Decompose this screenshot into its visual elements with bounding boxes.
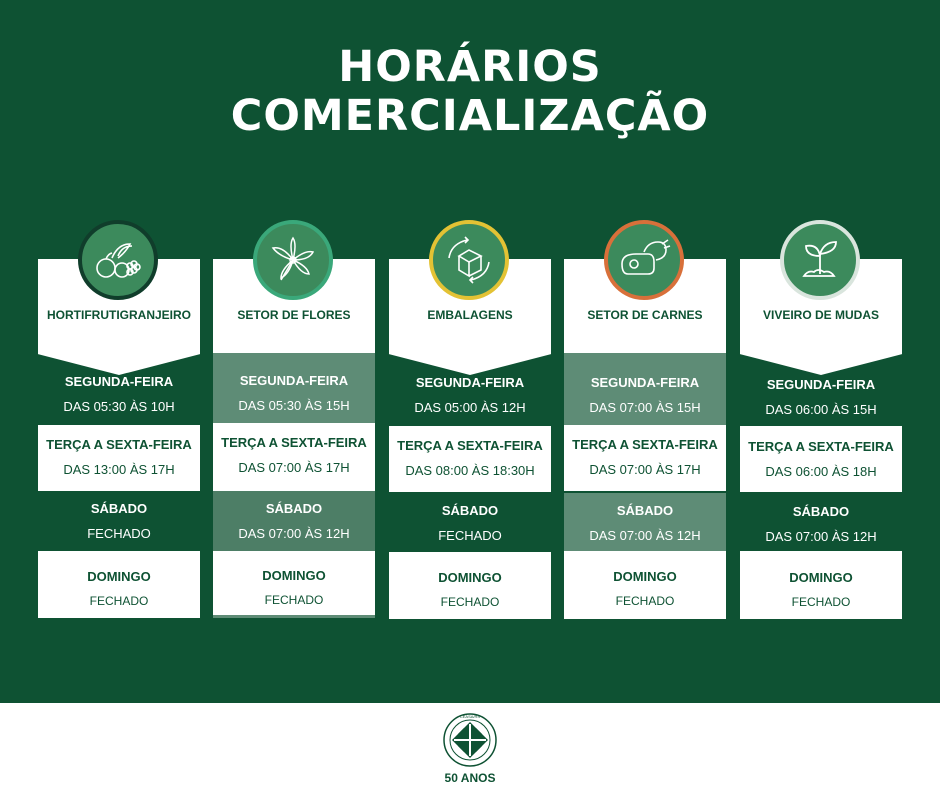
schedule-segunda (740, 377, 902, 427)
sector-name: SETOR DE CARNES (587, 308, 703, 322)
day-label: TERÇA A SEXTA-FEIRA (221, 435, 367, 450)
flower-icon (253, 220, 333, 300)
time-label: DAS 06:00 ÀS 15H (765, 402, 877, 417)
schedule-segunda (38, 374, 200, 424)
logo-text: CEASA/RS (459, 714, 481, 719)
sector-card-carnes (564, 220, 726, 620)
time-label: FECHADO (438, 528, 502, 543)
time-label: FECHADO (264, 593, 324, 607)
day-label: DOMINGO (87, 569, 151, 584)
schedule-segunda (389, 375, 551, 425)
time-label: DAS 07:00 ÀS 12H (765, 529, 877, 544)
ceasa-logo-icon (442, 712, 498, 768)
sector-name: VIVEIRO DE MUDAS (762, 308, 879, 322)
time-label: FECHADO (89, 594, 149, 608)
anniversary-label: 50 ANOS (444, 771, 496, 785)
sector-name: EMBALAGENS (427, 308, 513, 322)
day-label: SÁBADO (616, 503, 674, 518)
day-label: DOMINGO (438, 570, 502, 585)
sector-name: SETOR DE FLORES (237, 308, 351, 322)
sector-card-embalagens (389, 220, 551, 620)
schedule-domingo (38, 551, 200, 618)
sector-card-hortifrutigranjeiro (38, 220, 200, 620)
sector-card-viveiro (740, 220, 902, 620)
time-label: FECHADO (440, 595, 500, 609)
day-label: TERÇA A SEXTA-FEIRA (748, 439, 894, 454)
day-label: SÁBADO (90, 501, 148, 516)
time-label: DAS 05:00 ÀS 12H (414, 400, 526, 415)
schedule-domingo (389, 552, 551, 619)
time-label: DAS 05:30 ÀS 15H (238, 398, 350, 413)
day-label: SEGUNDA-FEIRA (64, 374, 174, 389)
time-label: DAS 07:00 ÀS 17H (589, 462, 701, 477)
schedule-segunda (564, 353, 726, 425)
time-label: DAS 05:30 ÀS 10H (63, 399, 175, 414)
schedule-terca-sexta (213, 423, 375, 491)
sector-name: HORTIFRUTIGRANJEIRO (47, 308, 191, 322)
schedule-segunda (213, 353, 375, 423)
time-label: DAS 07:00 ÀS 12H (589, 528, 701, 543)
time-label: FECHADO (615, 594, 675, 608)
schedule-sabado (213, 491, 375, 551)
schedule-domingo (564, 551, 726, 619)
schedule-terca-sexta (38, 425, 200, 491)
time-label: DAS 07:00 ÀS 12H (238, 526, 350, 541)
fruits-icon (78, 220, 158, 300)
time-label: DAS 08:00 ÀS 18:30H (405, 463, 535, 478)
time-label: DAS 13:00 ÀS 17H (63, 462, 175, 477)
box-recycle-icon (429, 220, 509, 300)
page-title-line-2: COMERCIALIZAÇÃO (230, 91, 710, 141)
time-label: DAS 06:00 ÀS 18H (765, 464, 877, 479)
page-title-line-1: HORÁRIOS (338, 42, 602, 92)
time-label: DAS 07:00 ÀS 17H (238, 460, 350, 475)
time-label: FECHADO (87, 526, 151, 541)
schedule-sabado (389, 503, 551, 553)
day-label: SEGUNDA-FEIRA (415, 375, 525, 390)
day-label: SEGUNDA-FEIRA (239, 373, 349, 388)
meat-icon (604, 220, 684, 300)
time-label: FECHADO (791, 595, 851, 609)
day-label: SEGUNDA-FEIRA (590, 375, 700, 390)
schedule-terca-sexta (389, 426, 551, 492)
day-label: TERÇA A SEXTA-FEIRA (397, 438, 543, 453)
schedule-terca-sexta (740, 426, 902, 492)
schedule-domingo (213, 551, 375, 618)
schedule-sabado (740, 504, 902, 554)
day-label: DOMINGO (262, 568, 326, 583)
sector-card-flores (213, 220, 375, 620)
time-label: DAS 07:00 ÀS 15H (589, 400, 701, 415)
day-label: TERÇA A SEXTA-FEIRA (572, 437, 718, 452)
day-label: SEGUNDA-FEIRA (766, 377, 876, 392)
schedule-sabado (38, 501, 200, 551)
day-label: TERÇA A SEXTA-FEIRA (46, 437, 192, 452)
day-label: DOMINGO (613, 569, 677, 584)
schedule-terca-sexta (564, 425, 726, 491)
day-label: SÁBADO (792, 504, 850, 519)
day-label: SÁBADO (441, 503, 499, 518)
schedule-domingo (740, 551, 902, 619)
day-label: DOMINGO (789, 570, 853, 585)
seedling-icon (780, 220, 860, 300)
schedule-sabado (564, 493, 726, 551)
day-label: SÁBADO (265, 501, 323, 516)
